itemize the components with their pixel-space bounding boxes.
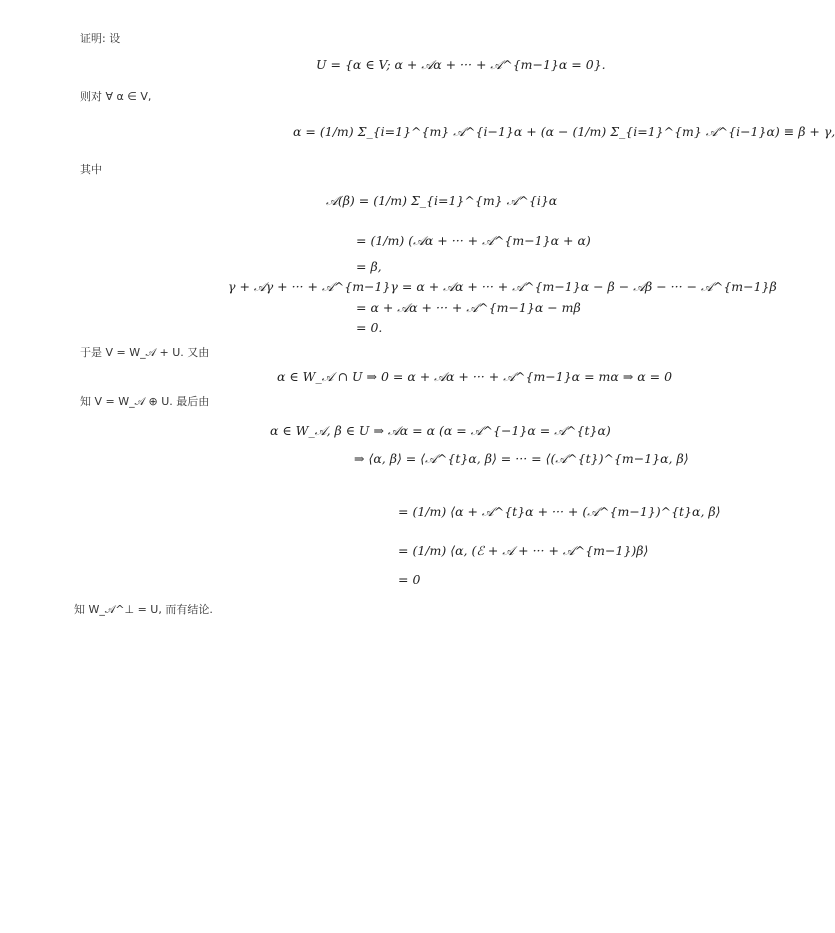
equation-gamma-sum-step2: = α + 𝒜α + ··· + 𝒜^{m−1}α − mβ (356, 300, 581, 315)
equation-orthogonality-step5: = 0 (398, 572, 421, 587)
equation-gamma-sum: γ + 𝒜γ + ··· + 𝒜^{m−1}γ = α + 𝒜α + ··· + 𝒜^{m−1}α − β − 𝒜β − ··· − 𝒜^{m−1}β (228, 279, 777, 294)
equation-intersection-zero: α ∈ W_𝒜 ∩ U ⇒ 0 = α + 𝒜α + ··· + 𝒜^{m−1}α = mα ⇒ α = 0 (277, 369, 673, 384)
where-text: 其中 (80, 163, 102, 176)
equation-orthogonality-step2: ⇒ ⟨α, β⟩ = ⟨𝒜^{t}α, β⟩ = ··· = ⟨(𝒜^{t})^{m−1}α, β⟩ (354, 451, 689, 466)
equation-orthogonality-start: α ∈ W_𝒜, β ∈ U ⇒ 𝒜α = α (α = 𝒜^{−1}α = 𝒜^{t}α) (270, 423, 611, 438)
then-direct-sum-text: 于是 V = W_𝒜 + U. 又由 (80, 346, 210, 359)
equation-alpha-decomposition: α = (1/m) Σ_{i=1}^{m} 𝒜^{i−1}α + (α − (1/m) Σ_{i=1}^{m} 𝒜^{i−1}α) ≡ β + γ, (293, 124, 835, 139)
proof-intro: 证明: 设 (80, 32, 121, 45)
for-all-alpha-text: 则对 ∀ α ∈ V, (80, 90, 152, 103)
equation-a-beta: 𝒜(β) = (1/m) Σ_{i=1}^{m} 𝒜^{i}α (326, 193, 558, 208)
final-conclusion-text: 知 W_𝒜^⊥ = U, 而有结论. (74, 603, 213, 616)
equation-a-beta-step2: = (1/m) (𝒜α + ··· + 𝒜^{m−1}α + α) (356, 233, 591, 248)
equation-a-beta-step3: = β, (356, 259, 382, 274)
equation-u-definition: U = {α ∈ V; α + 𝒜α + ··· + 𝒜^{m−1}α = 0}. (316, 57, 606, 72)
direct-sum-conclusion-text: 知 V = W_𝒜 ⊕ U. 最后由 (80, 395, 210, 408)
equation-orthogonality-step4: = (1/m) ⟨α, (ℰ + 𝒜 + ··· + 𝒜^{m−1})β⟩ (398, 543, 649, 558)
equation-orthogonality-step3: = (1/m) ⟨α + 𝒜^{t}α + ··· + (𝒜^{m−1})^{t}α, β⟩ (398, 504, 721, 519)
equation-gamma-sum-step3: = 0. (356, 320, 383, 335)
